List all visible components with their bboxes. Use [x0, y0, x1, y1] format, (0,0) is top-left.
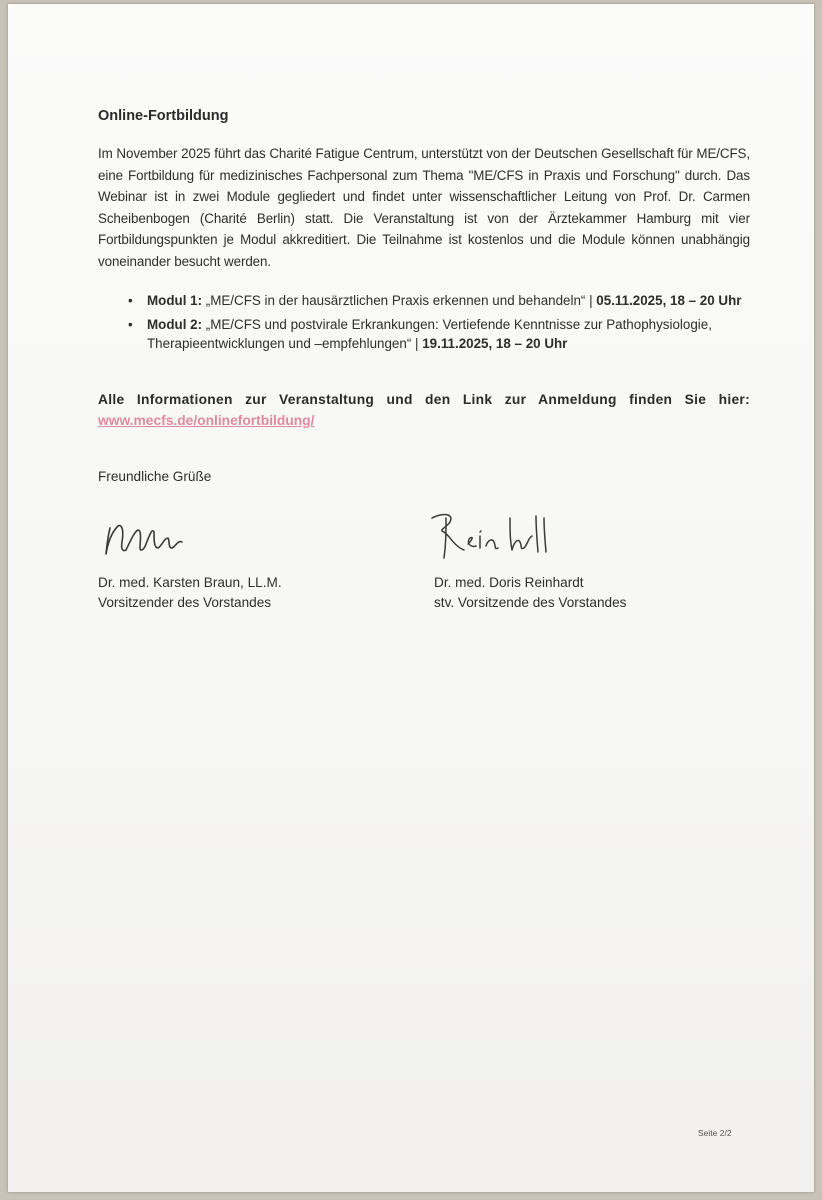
module-date: 05.11.2025, 18 – 20 Uhr — [596, 293, 742, 308]
signer-role: stv. Vorsitzende des Vorstandes — [434, 595, 627, 610]
signature-reinhardt — [424, 506, 564, 562]
module-title: „ME/CFS in der hausärztlichen Praxis erkennen und behandeln“ | — [202, 293, 597, 308]
bullet-icon: • — [128, 293, 133, 308]
module-label: Modul 1: — [147, 293, 203, 308]
intro-paragraph: Im November 2025 führt das Charité Fatigue Centrum, unterstützt von der Deutschen Gesellschaft für ME/CFS, eine Fortbildung für medizinisches Fachpersonal zum Thema "ME/CFS in Praxis und Forschung" durch. Das Webinar ist in zwei Module gegliedert und findet unter wissenschaftlicher Leitung von Prof. Dr. Carmen Scheibenbogen (Charité Berlin) statt. Die Veranstaltung ist von der Ärztekammer Hamburg mit vier Fortbildungspunkten je Modul akkreditiert. Die Teilnahme ist kostenlos und die Module können unabhängig voneinander besucht werden. — [98, 146, 750, 269]
module-label: Modul 2: — [147, 317, 203, 332]
signature-braun — [96, 512, 206, 562]
module-item-1 — [98, 291, 750, 310]
info-paragraph — [98, 389, 750, 431]
module-date: 19.11.2025, 18 – 20 Uhr — [422, 336, 568, 351]
module-list — [98, 291, 750, 358]
module-item-2 — [98, 315, 750, 353]
bullet-icon: • — [128, 317, 133, 332]
section-heading: Online-Fortbildung — [98, 108, 229, 124]
letter-page — [8, 4, 814, 1192]
closing-greeting: Freundliche Grüße — [98, 469, 212, 484]
page-number: Seite 2/2 — [698, 1128, 732, 1138]
signer-name: Dr. med. Karsten Braun, LL.M. — [98, 575, 282, 590]
info-text: Alle Informationen zur Veranstaltung und den Link zur Anmeldung finden Sie hier: — [98, 392, 750, 407]
module-title: „ME/CFS und postvirale Erkrankungen: Vertiefende Kenntnisse zur Pathophysiologie, Therapieentwicklungen und –empfehlungen“ | — [147, 317, 712, 351]
registration-link[interactable]: www.mecfs.de/onlinefortbildung/ — [98, 413, 315, 428]
signer-reinhardt — [434, 573, 626, 613]
signer-role: Vorsitzender des Vorstandes — [98, 595, 272, 610]
signer-name: Dr. med. Doris Reinhardt — [434, 575, 584, 590]
signer-braun — [98, 573, 282, 613]
